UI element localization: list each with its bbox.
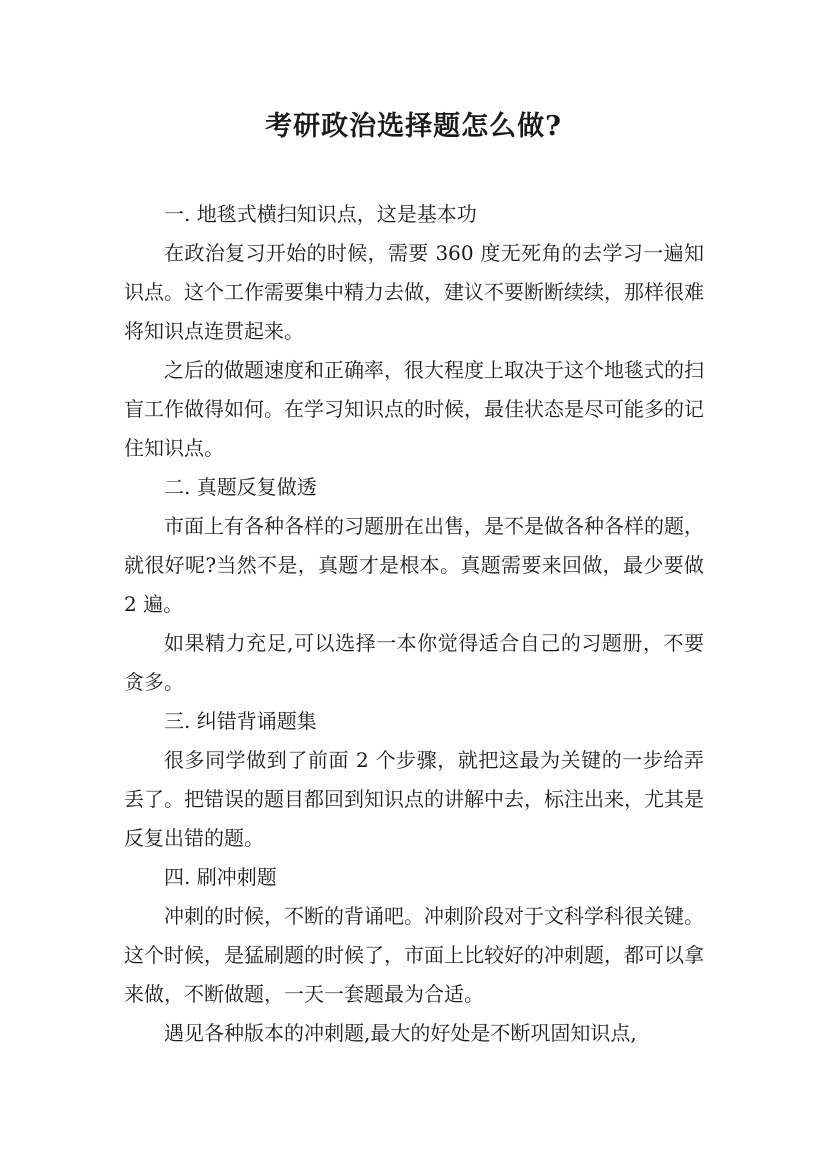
paragraph: 市面上有各种各样的习题册在出售，是不是做各种各样的题，就很好呢?当然不是，真题才是根本。真题需要来回做，最少要做 2 遍。 <box>124 514 704 616</box>
document-title: 考研政治选择题怎么做? <box>265 111 562 142</box>
document-body <box>124 195 704 1053</box>
paragraph: 如果精力充足,可以选择一本你觉得适合自己的习题册，不要贪多。 <box>124 631 704 694</box>
section-heading-1: 一. 地毯式横扫知识点，这是基本功 <box>164 202 477 226</box>
paragraph: 冲刺的时候，不断的背诵吧。冲刺阶段对于文科学科很关键。这个时候，是猛刷题的时候了，市面上比较好的冲刺题，都可以拿来做，不断做题，一天一套题最为合适。 <box>124 904 704 1006</box>
paragraph: 之后的做题速度和正确率，很大程度上取决于这个地毯式的扫盲工作做得如何。在学习知识点的时候，最佳状态是尽可能多的记住知识点。 <box>124 358 704 460</box>
section-heading-4: 四. 刷冲刺题 <box>164 865 277 889</box>
paragraph: 在政治复习开始的时候，需要 360 度无死角的去学习一遍知识点。这个工作需要集中精力去做，建议不要断断续续，那样很难将知识点连贯起来。 <box>124 241 704 343</box>
section-heading-2: 二. 真题反复做透 <box>164 475 317 499</box>
section-heading-3: 三. 纠错背诵题集 <box>164 709 317 733</box>
paragraph: 很多同学做到了前面 2 个步骤，就把这最为关键的一步给弄丢了。把错误的题目都回到知识点的讲解中去，标注出来，尤其是反复出错的题。 <box>124 748 704 850</box>
paragraph: 遇见各种版本的冲刺题,最大的好处是不断巩固知识点, <box>164 1021 637 1045</box>
